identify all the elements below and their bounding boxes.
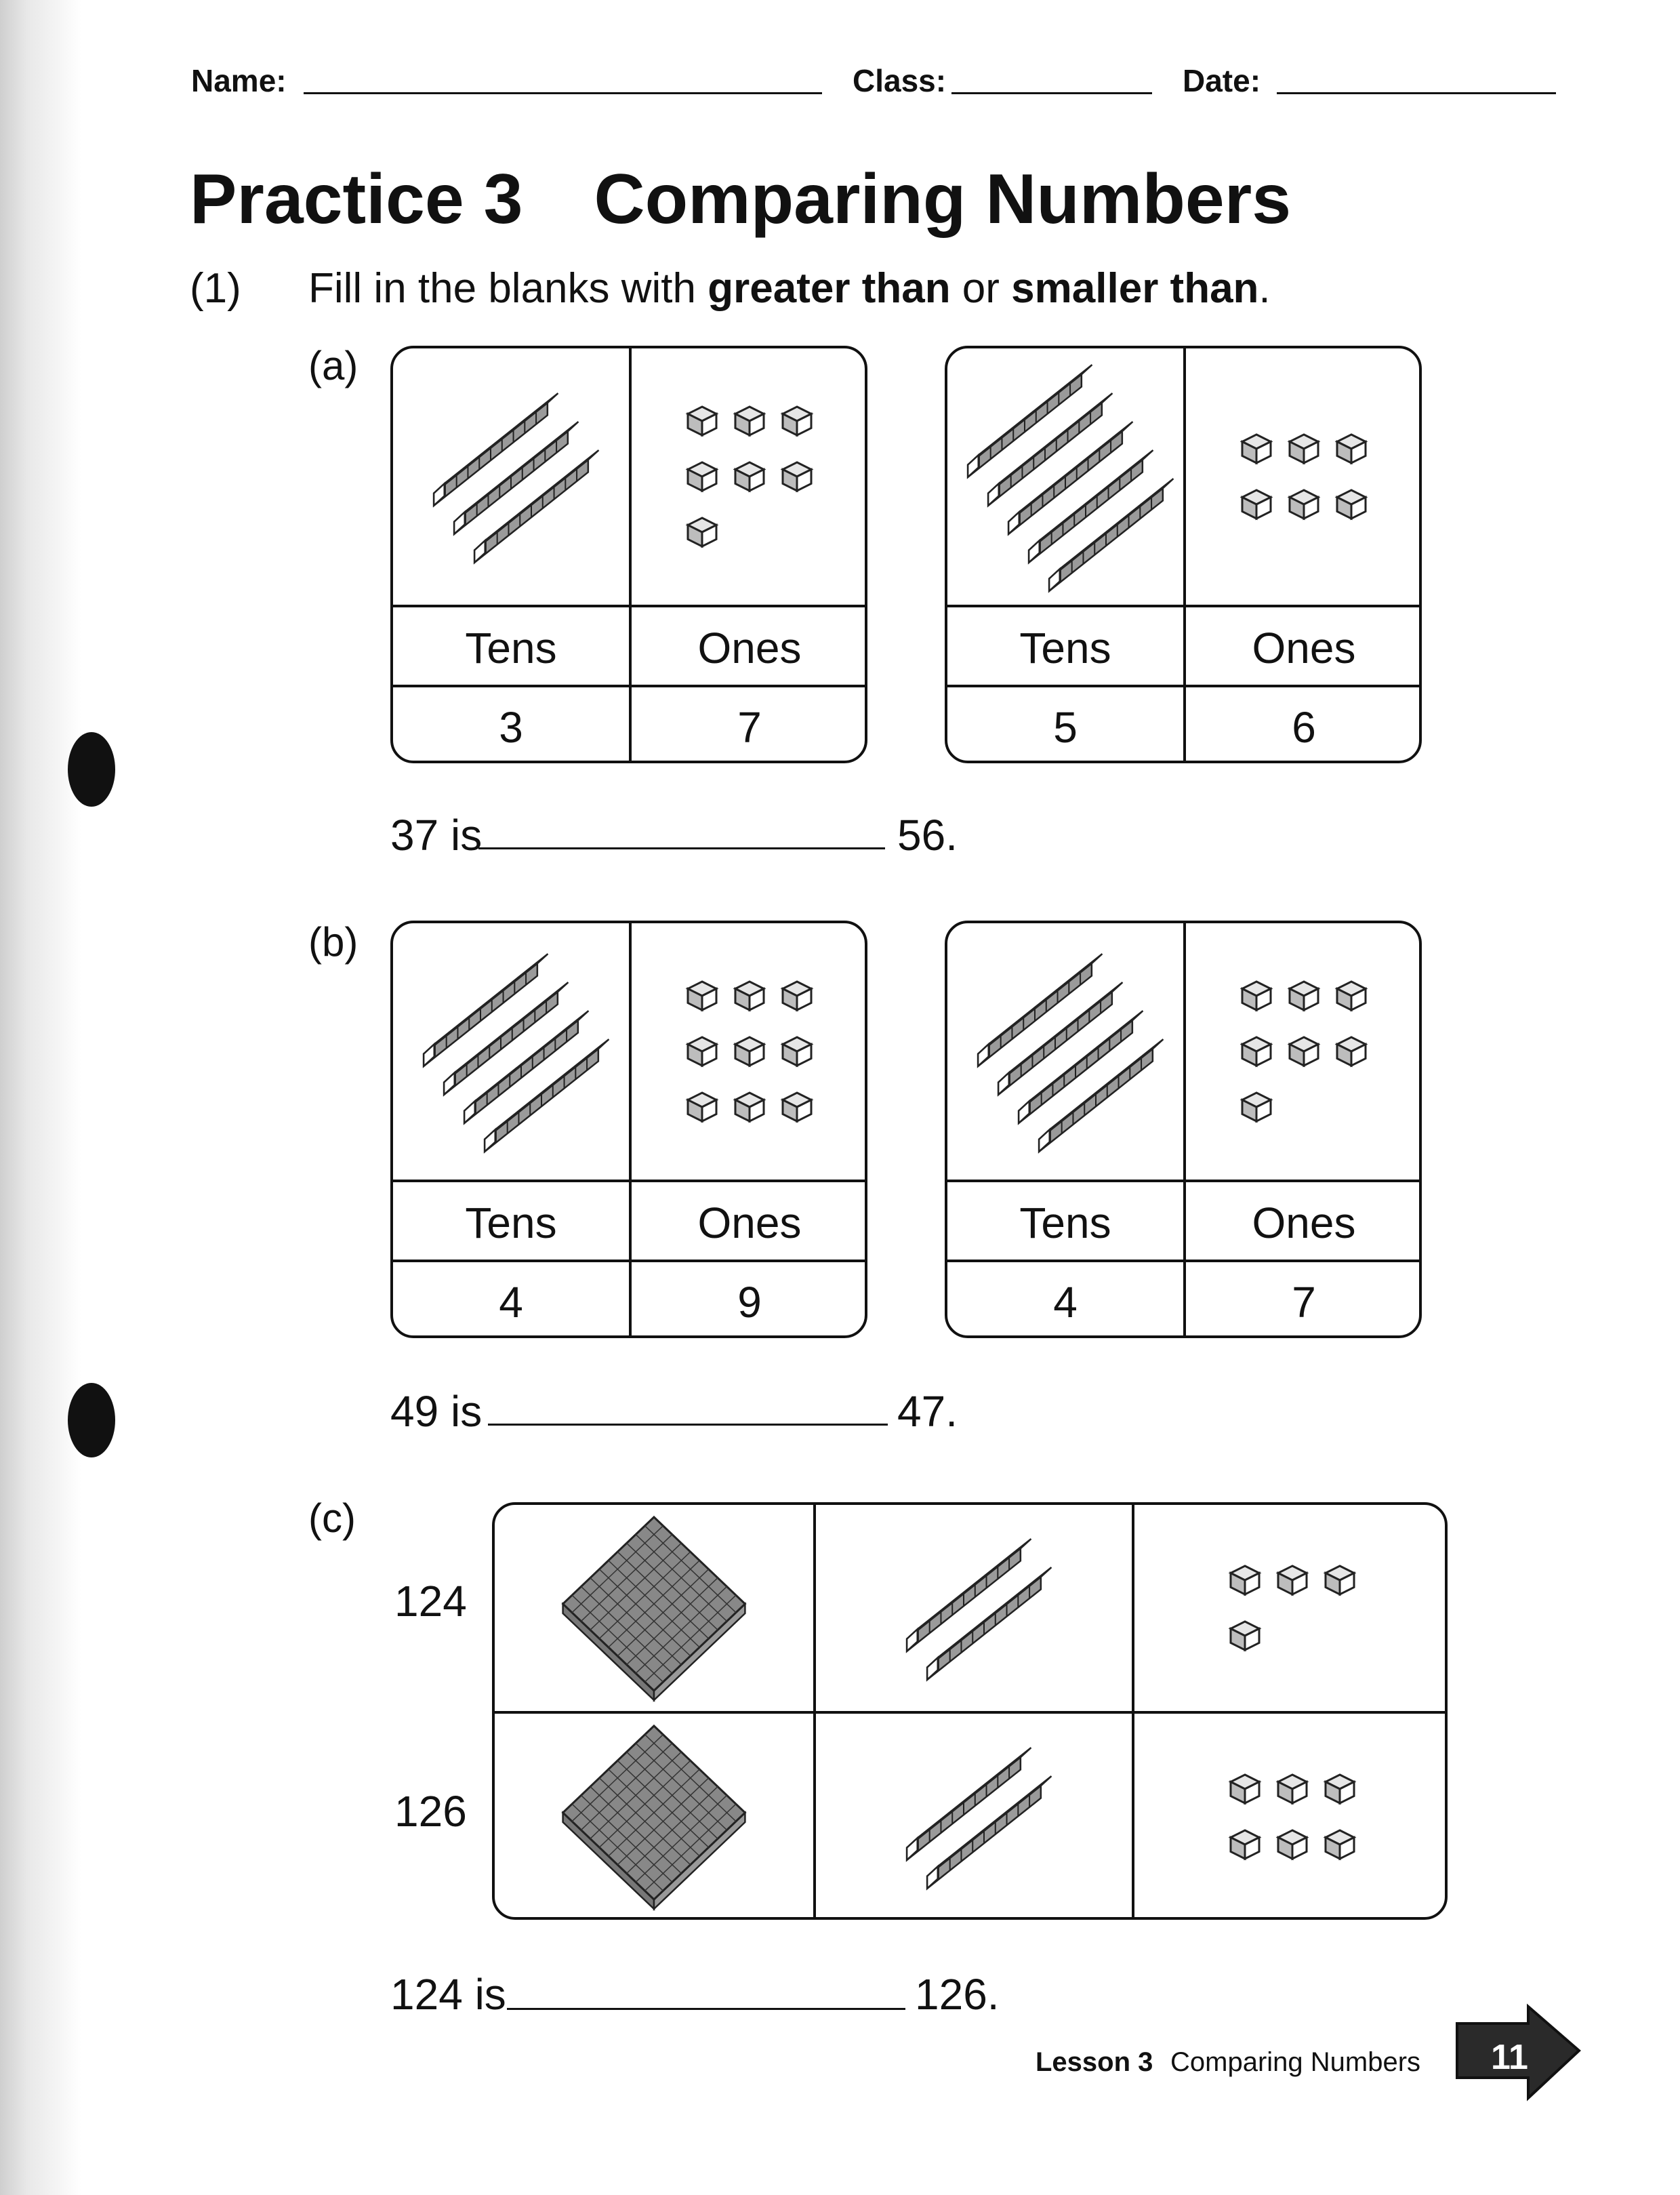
unit-cube-icon bbox=[1231, 1622, 1259, 1650]
tens-rods-illustration bbox=[816, 1714, 1132, 1920]
part-b-label: (b) bbox=[308, 919, 358, 965]
tens-rods-illustration bbox=[816, 1505, 1132, 1711]
ones-cubes-illustration bbox=[1186, 348, 1422, 605]
unit-cube-icon bbox=[1242, 435, 1271, 463]
ones-header: Ones bbox=[697, 1199, 802, 1247]
ones-cubes-illustration bbox=[1134, 1714, 1448, 1920]
place-value-chart bbox=[390, 921, 867, 1338]
ones-value: 9 bbox=[737, 1278, 762, 1327]
ones-cubes-illustration bbox=[632, 348, 867, 605]
unit-cube-icon bbox=[1242, 1037, 1271, 1066]
unit-cube-icon bbox=[783, 407, 811, 435]
unit-cube-icon bbox=[1337, 490, 1366, 519]
place-value-chart bbox=[945, 346, 1422, 763]
unit-cube-icon bbox=[1231, 1775, 1259, 1803]
unit-cube-icon bbox=[783, 1037, 811, 1066]
class-label: Class: bbox=[853, 63, 947, 98]
tens-header: Tens bbox=[465, 1199, 557, 1247]
hundreds-flat-illustration bbox=[495, 1505, 813, 1711]
part-a-label: (a) bbox=[308, 343, 358, 388]
option-greater-than: greater than bbox=[708, 265, 951, 312]
row-number-124: 124 bbox=[394, 1577, 467, 1626]
place-value-chart bbox=[390, 346, 867, 763]
unit-cube-icon bbox=[735, 462, 764, 491]
unit-cube-icon bbox=[1290, 1037, 1318, 1066]
ones-value: 6 bbox=[1292, 703, 1316, 752]
ones-cubes-illustration bbox=[1186, 923, 1422, 1180]
unit-cube-icon bbox=[1326, 1566, 1354, 1594]
unit-cube-icon bbox=[1231, 1566, 1259, 1594]
instruction-text: Fill in the blanks with bbox=[308, 265, 708, 312]
base-ten-blocks-table bbox=[492, 1502, 1448, 1920]
tens-rods-illustration bbox=[947, 923, 1183, 1180]
unit-cube-icon bbox=[783, 462, 811, 491]
name-label: Name: bbox=[191, 63, 287, 98]
answer-blank-b[interactable] bbox=[488, 1424, 888, 1426]
ones-header: Ones bbox=[1252, 1199, 1356, 1247]
page-number: 11 bbox=[1491, 2038, 1528, 2077]
practice-label: Practice 3 bbox=[190, 160, 523, 239]
sentence-start: 49 is bbox=[390, 1387, 483, 1436]
row-number-126: 126 bbox=[394, 1787, 467, 1836]
unit-cube-icon bbox=[1337, 435, 1366, 463]
unit-cube-icon bbox=[688, 407, 716, 435]
tens-header: Tens bbox=[1019, 624, 1111, 672]
date-field[interactable] bbox=[1277, 92, 1556, 94]
instruction-end: . bbox=[1258, 265, 1271, 312]
unit-cube-icon bbox=[1290, 982, 1318, 1010]
ones-header: Ones bbox=[1252, 624, 1356, 672]
binder-edge bbox=[0, 0, 81, 2195]
unit-cube-icon bbox=[1242, 490, 1271, 519]
tens-value: 4 bbox=[499, 1278, 523, 1327]
hundred-flat-icon bbox=[563, 1726, 745, 1909]
answer-blank-a[interactable] bbox=[478, 847, 885, 849]
date-label: Date: bbox=[1183, 63, 1261, 98]
tens-value: 5 bbox=[1053, 703, 1078, 752]
unit-cube-icon bbox=[735, 1037, 764, 1066]
unit-cube-icon bbox=[1278, 1775, 1307, 1803]
option-smaller-than: smaller than bbox=[1011, 265, 1259, 312]
unit-cube-icon bbox=[688, 1093, 716, 1121]
unit-cube-icon bbox=[783, 982, 811, 1010]
tens-value: 3 bbox=[499, 703, 523, 752]
tens-rods-illustration bbox=[393, 348, 629, 605]
unit-cube-icon bbox=[783, 1093, 811, 1121]
unit-cube-icon bbox=[1326, 1830, 1354, 1859]
unit-cube-icon bbox=[1278, 1830, 1307, 1859]
footer-lesson: Lesson 3 bbox=[1036, 2047, 1153, 2077]
unit-cube-icon bbox=[735, 1093, 764, 1121]
punch-hole bbox=[68, 732, 115, 807]
unit-cube-icon bbox=[688, 462, 716, 491]
tens-header: Tens bbox=[465, 624, 557, 672]
unit-cube-icon bbox=[735, 982, 764, 1010]
ones-cubes-illustration bbox=[632, 923, 867, 1180]
topic-title: Comparing Numbers bbox=[594, 160, 1292, 239]
tens-rods-illustration bbox=[393, 923, 629, 1180]
question-instruction bbox=[308, 264, 1271, 313]
ones-value: 7 bbox=[1292, 1278, 1316, 1327]
ones-header: Ones bbox=[697, 624, 802, 672]
unit-cube-icon bbox=[1337, 982, 1366, 1010]
instruction-conjunction: or bbox=[950, 265, 1012, 312]
tens-header: Tens bbox=[1019, 1199, 1111, 1247]
name-field[interactable] bbox=[304, 92, 822, 94]
part-c-label: (c) bbox=[308, 1495, 356, 1541]
unit-cube-icon bbox=[1337, 1037, 1366, 1066]
unit-cube-icon bbox=[735, 407, 764, 435]
answer-blank-c[interactable] bbox=[507, 2008, 905, 2010]
tens-value: 4 bbox=[1053, 1278, 1078, 1327]
unit-cube-icon bbox=[1290, 435, 1318, 463]
question-number: (1) bbox=[190, 265, 241, 312]
sentence-end: 56. bbox=[897, 811, 958, 860]
footer-topic: Comparing Numbers bbox=[1170, 2047, 1421, 2077]
unit-cube-icon bbox=[1242, 982, 1271, 1010]
sentence-end: 47. bbox=[897, 1387, 958, 1436]
ones-cubes-illustration bbox=[1134, 1505, 1448, 1711]
class-field[interactable] bbox=[951, 92, 1152, 94]
unit-cube-icon bbox=[1231, 1830, 1259, 1859]
unit-cube-icon bbox=[1290, 490, 1318, 519]
unit-cube-icon bbox=[688, 518, 716, 546]
unit-cube-icon bbox=[688, 982, 716, 1010]
punch-hole bbox=[68, 1383, 115, 1457]
hundred-flat-icon bbox=[563, 1517, 745, 1700]
ones-value: 7 bbox=[737, 703, 762, 752]
unit-cube-icon bbox=[688, 1037, 716, 1066]
unit-cube-icon bbox=[1278, 1566, 1307, 1594]
sentence-start: 37 is bbox=[390, 811, 483, 860]
tens-rods-illustration bbox=[947, 348, 1183, 605]
sentence-end: 126. bbox=[915, 1970, 1000, 2019]
unit-cube-icon bbox=[1242, 1093, 1271, 1121]
page-title bbox=[190, 159, 1291, 240]
place-value-chart bbox=[945, 921, 1422, 1338]
unit-cube-icon bbox=[1326, 1775, 1354, 1803]
hundreds-flat-illustration bbox=[495, 1714, 813, 1920]
sentence-start: 124 is bbox=[390, 1970, 506, 2019]
